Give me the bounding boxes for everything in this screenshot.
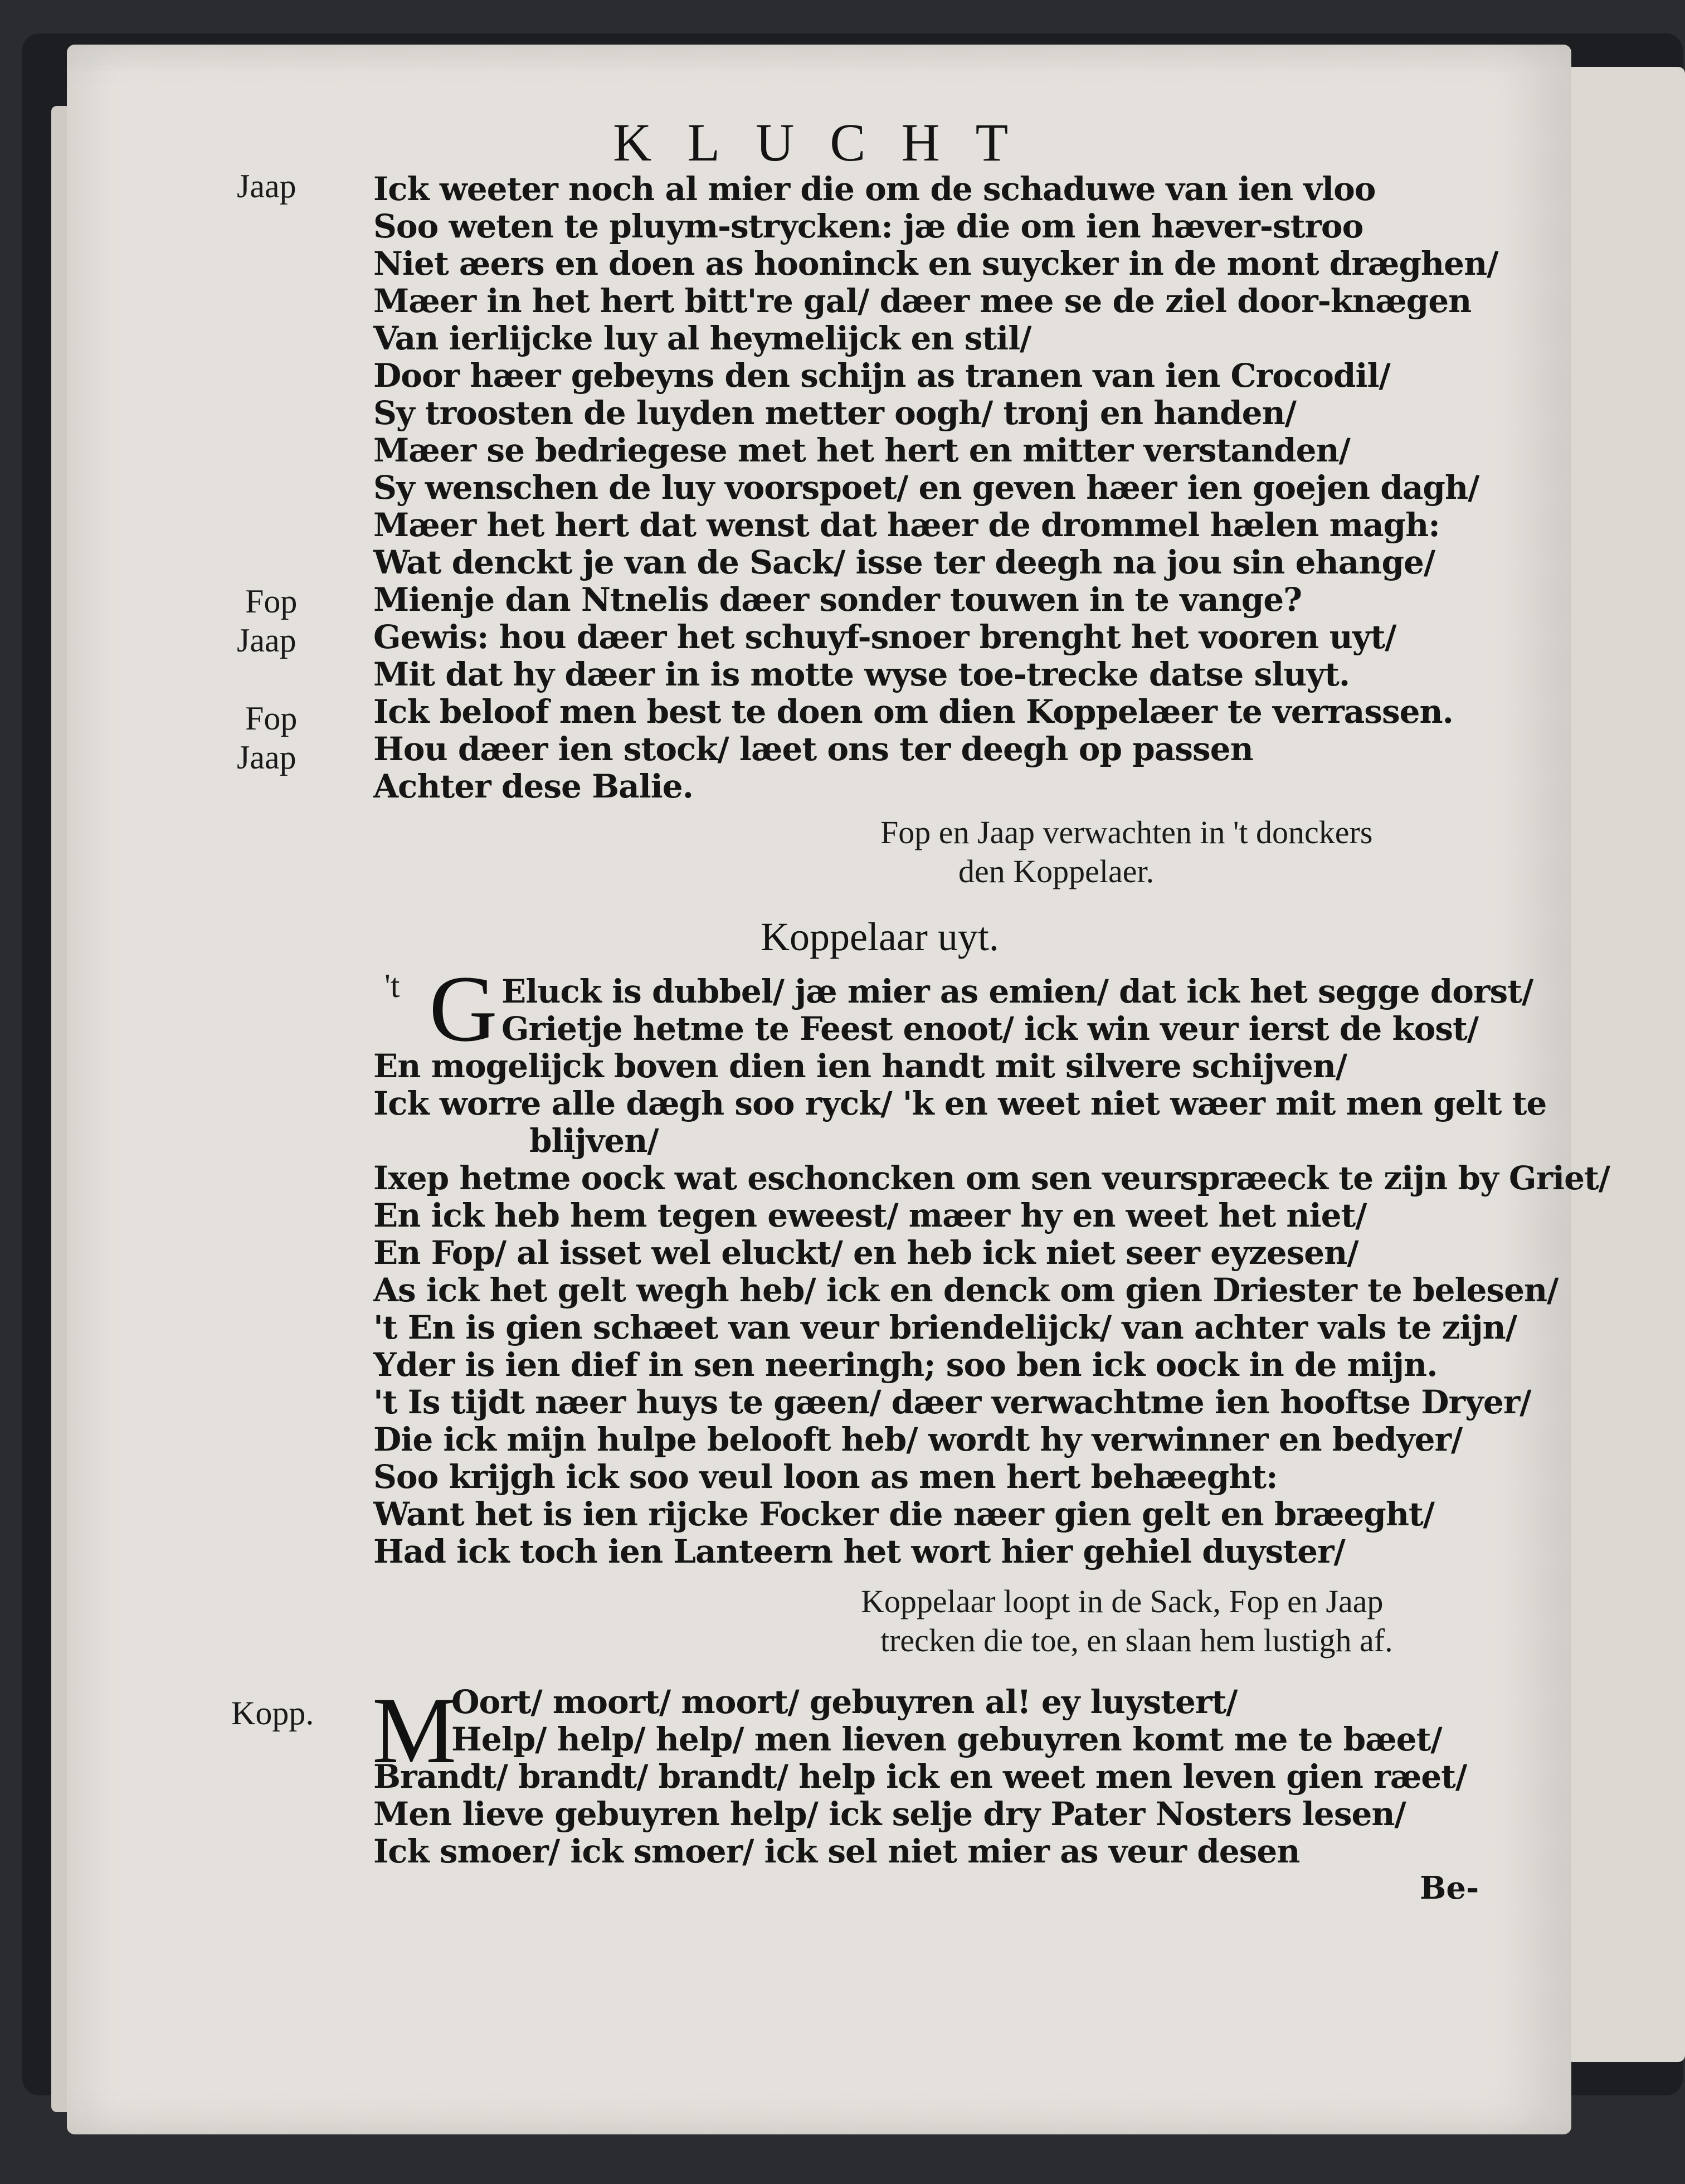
verse-line: Hou dæer ien stock/ læet ons ter deegh op passen — [373, 730, 1253, 768]
verse-line: Soo krijgh ick soo veul loon as men hert behæeght: — [373, 1458, 1278, 1496]
verse-line: As ick het gelt wegh heb/ ick en denck om gien Driester te belesen/ — [373, 1271, 1559, 1309]
speaker-label: Jaap — [237, 622, 296, 659]
verse-line: Brandt/ brandt/ brandt/ help ick en weet men leven gien ræet/ — [373, 1758, 1467, 1796]
speaker-label: Jaap — [237, 168, 296, 205]
verse-line: Niet æers en doen as hooninck en suycker in de mont dræghen/ — [373, 245, 1498, 283]
running-header: KLUCHT — [613, 113, 1044, 172]
speaker-label: Jaap — [237, 739, 296, 776]
verse-line: En mogelijck boven dien ien handt mit silvere schijven/ — [373, 1047, 1347, 1085]
verse-line: Mæer het hert dat wenst dat hæer de drommel hælen magh: — [373, 506, 1440, 544]
stage-direction: Koppelaar loopt in de Sack, Fop en Jaap — [861, 1583, 1384, 1619]
drop-capital: M — [372, 1678, 457, 1783]
speaker-label: Kopp. — [231, 1695, 314, 1731]
verse-line: Mæer in het hert bitt're gal/ dæer mee se de ziel door-knægen — [373, 282, 1472, 320]
verse-line: Men lieve gebuyren help/ ick selje dry Pater Nosters lesen/ — [373, 1795, 1406, 1833]
verse-line: Ick worre alle dægh soo ryck/ 'k en weet niet wæer mit men gelt te — [373, 1084, 1547, 1122]
facing-page-edge — [1566, 67, 1685, 2062]
drop-capital: G — [429, 956, 498, 1061]
verse-line: Mienje dan Ntnelis dæer sonder touwen in te vange? — [373, 581, 1302, 619]
verse-line: Van ierlijcke luy al heymelijck en stil/ — [373, 319, 1031, 357]
verse-line: Ick beloof men best te doen om dien Koppelæer te verrassen. — [373, 693, 1453, 731]
verse-line: Help/ help/ help/ men lieven gebuyren komt me te bæet/ — [451, 1720, 1442, 1758]
verse-line: Gewis: hou dæer het schuyf-snoer brenght het vooren uyt/ — [373, 618, 1396, 656]
verse-line: En ick heb hem tegen eweest/ mæer hy en weet het niet/ — [373, 1196, 1367, 1234]
verse-line: 't Is tijdt næer huys te gæen/ dæer verwachtme ien hooftse Dryer/ — [373, 1383, 1531, 1421]
verse-line: Sy wenschen de luy voorspoet/ en geven hæer ien goejen dagh/ — [373, 469, 1479, 507]
verse-line: Eluck is dubbel/ jæ mier as emien/ dat ick het segge dorst/ — [501, 972, 1533, 1010]
verse-line: Oort/ moort/ moort/ gebuyren al! ey luystert/ — [451, 1683, 1238, 1721]
verse-line: Had ick toch ien Lanteern het wort hier gehiel duyster/ — [373, 1533, 1345, 1570]
stage-direction: Fop en Jaap verwachten in 't donckers — [880, 814, 1373, 850]
verse-line: 't En is gien schæet van veur briendelijck/ van achter vals te zijn/ — [373, 1309, 1517, 1346]
verse-line: Ick weeter noch al mier die om de schaduwe van ien vloo — [373, 170, 1376, 208]
stage-direction: den Koppelaer. — [958, 853, 1155, 889]
verse-line: Grietje hetme te Feest enoot/ ick win veur ierst de kost/ — [501, 1010, 1479, 1048]
prefix-text: 't — [384, 967, 400, 1004]
verse-line: Mæer se bedriegese met het hert en mitter verstanden/ — [373, 431, 1350, 469]
verse-line: Achter dese Balie. — [373, 767, 693, 805]
speaker-label: Fop — [245, 700, 298, 737]
speaker-label: Fop — [245, 583, 298, 620]
verse-line: Door hæer gebeyns den schijn as tranen van ien Crocodil/ — [373, 357, 1390, 395]
verse-line: Sy troosten de luyden metter oogh/ tronj en handen/ — [373, 394, 1296, 432]
verse-line: Ick smoer/ ick smoer/ ick sel niet mier as veur desen — [373, 1832, 1300, 1870]
verse-line: Ixep hetme oock wat eschoncken om sen veurspræeck te zijn by Griet/ — [373, 1159, 1610, 1197]
verse-line: Wat denckt je van de Sack/ isse ter deegh na jou sin ehange/ — [373, 543, 1435, 581]
verse-line: blijven/ — [529, 1122, 659, 1160]
stage-direction: trecken die toe, en slaan hem lustigh af. — [880, 1622, 1393, 1658]
catchword: Be- — [1420, 1870, 1479, 1906]
scene-heading: Koppelaar uyt. — [761, 915, 999, 959]
verse-line: Mit dat hy dæer in is motte wyse toe-trecke datse sluyt. — [373, 655, 1350, 693]
verse-line: Soo weten te pluym-strycken: jæ die om ien hæver-stroo — [373, 207, 1363, 245]
verse-line: Yder is ien dief in sen neeringh; soo ben ick oock in de mijn. — [373, 1346, 1438, 1384]
verse-line: Want het is ien rijcke Focker die næer gien gelt en bræeght/ — [373, 1495, 1434, 1533]
verse-line: En Fop/ al isset wel eluckt/ en heb ick niet seer eyzesen/ — [373, 1234, 1358, 1272]
verse-line: Die ick mijn hulpe belooft heb/ wordt hy verwinner en bedyer/ — [373, 1421, 1463, 1458]
